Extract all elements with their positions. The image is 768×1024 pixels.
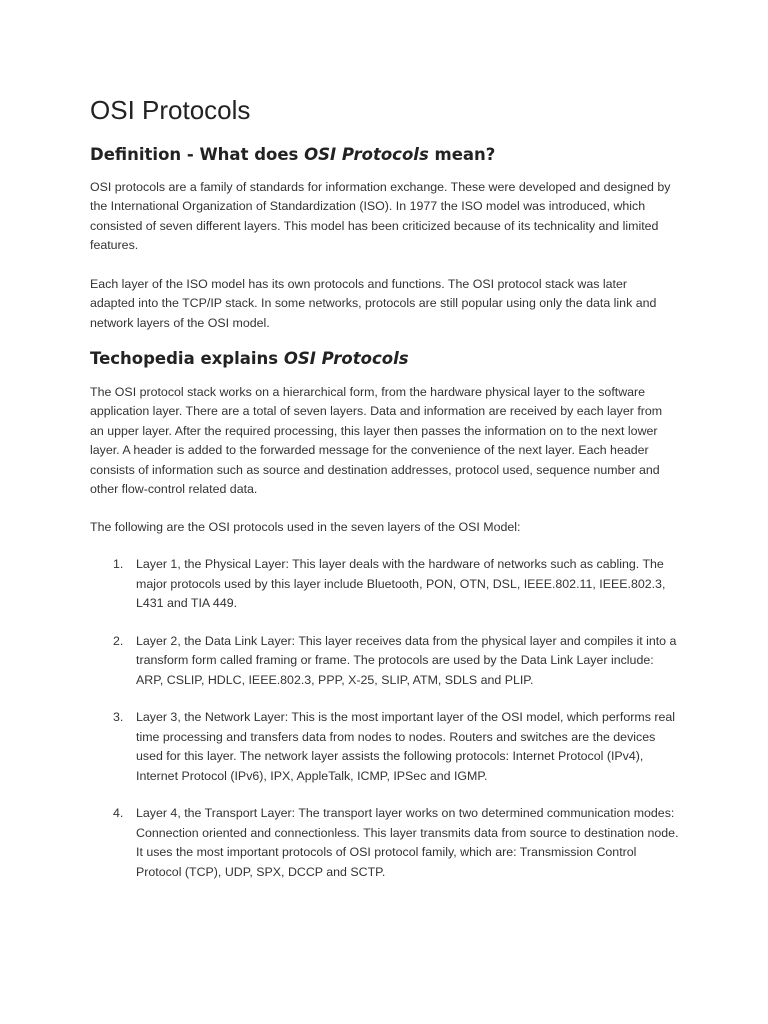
definition-heading-prefix: Definition - What does (90, 145, 305, 164)
list-item (90, 632, 680, 691)
list-item-text: Layer 1, the Physical Layer: This layer deals with the hardware of networks such as cabling. The major protocols used by this layer include Bluetooth, PON, OTN, DSL, IEEE.802.11, IEEE.802.3, L431 and TIA 449. (136, 557, 666, 610)
explains-heading-prefix: Techopedia explains (90, 349, 284, 368)
page-title: OSI Protocols (90, 95, 251, 125)
definition-paragraph: OSI protocols are a family of standards for information exchange. These were developed and designed by the International Organization of Standardization (ISO). In 1977 the ISO model was introduced, which consisted of seven different layers. This model has been criticized because of its technicality and limited features. (90, 179, 671, 252)
list-item (90, 555, 680, 614)
list-item-number: 1. (113, 557, 124, 571)
list-item-number: 3. (113, 710, 124, 724)
list-item (90, 708, 680, 786)
explains-heading-emphasis: OSI Protocols (283, 349, 409, 368)
layers-list (90, 555, 680, 900)
list-item-number: 2. (113, 633, 124, 648)
definition-heading (90, 143, 495, 167)
definition-paragraph: Each layer of the ISO model has its own protocols and functions. The OSI protocol stack was later adapted into the TCP/IP stack. In some networks, protocols are still popular using only the data link and network layers of the OSI model. (90, 276, 657, 330)
explains-heading (90, 347, 409, 371)
definition-heading-emphasis: OSI Protocols (304, 145, 429, 164)
list-item-number: 4. (113, 806, 124, 820)
list-item-text: Layer 2, the Data Link Layer: This layer receives data from the physical layer and compiles it into a transform form called framing or frame. The protocols are used by the Data Link Layer include: ARP, CSLIP, HDLC, IEEE.802.3, PPP, X-25, SLIP, ATM, SDLS and PLIP. (136, 633, 677, 687)
explains-paragraph: The OSI protocol stack works on a hierarchical form, from the hardware physical layer to the software application layer. There are a total of seven layers. Data and information are received by each layer from an upper layer. After the required processing, this layer then passes the information on to the next lower layer. A header is added to the forwarded message for the convenience of the next layer. Each header consists of information such as source and destination addresses, protocol used, sequence number and other flow-control related data. (90, 384, 663, 496)
list-item (90, 804, 680, 882)
list-item-text: Layer 4, the Transport Layer: The transport layer works on two determined communication modes: Connection oriented and connectionless. This layer transmits data from source to destination node. It uses the most important protocols of OSI protocol family, which are: Transmission Control Protocol (TCP), UDP, SPX, DCCP and SCTP. (136, 806, 679, 879)
list-item-text: Layer 3, the Network Layer: This is the most important layer of the OSI model, which performs real time processing and transfers data from nodes to nodes. Routers and switches are the devices used for this layer. The network layer assists the following protocols: Internet Protocol (IPv4), Internet Protocol (IPv6), IPX, AppleTalk, ICMP, IPSec and IGMP. (136, 710, 675, 783)
definition-heading-suffix: mean? (428, 145, 496, 164)
explains-paragraph: The following are the OSI protocols used in the seven layers of the OSI Model: (90, 520, 521, 534)
